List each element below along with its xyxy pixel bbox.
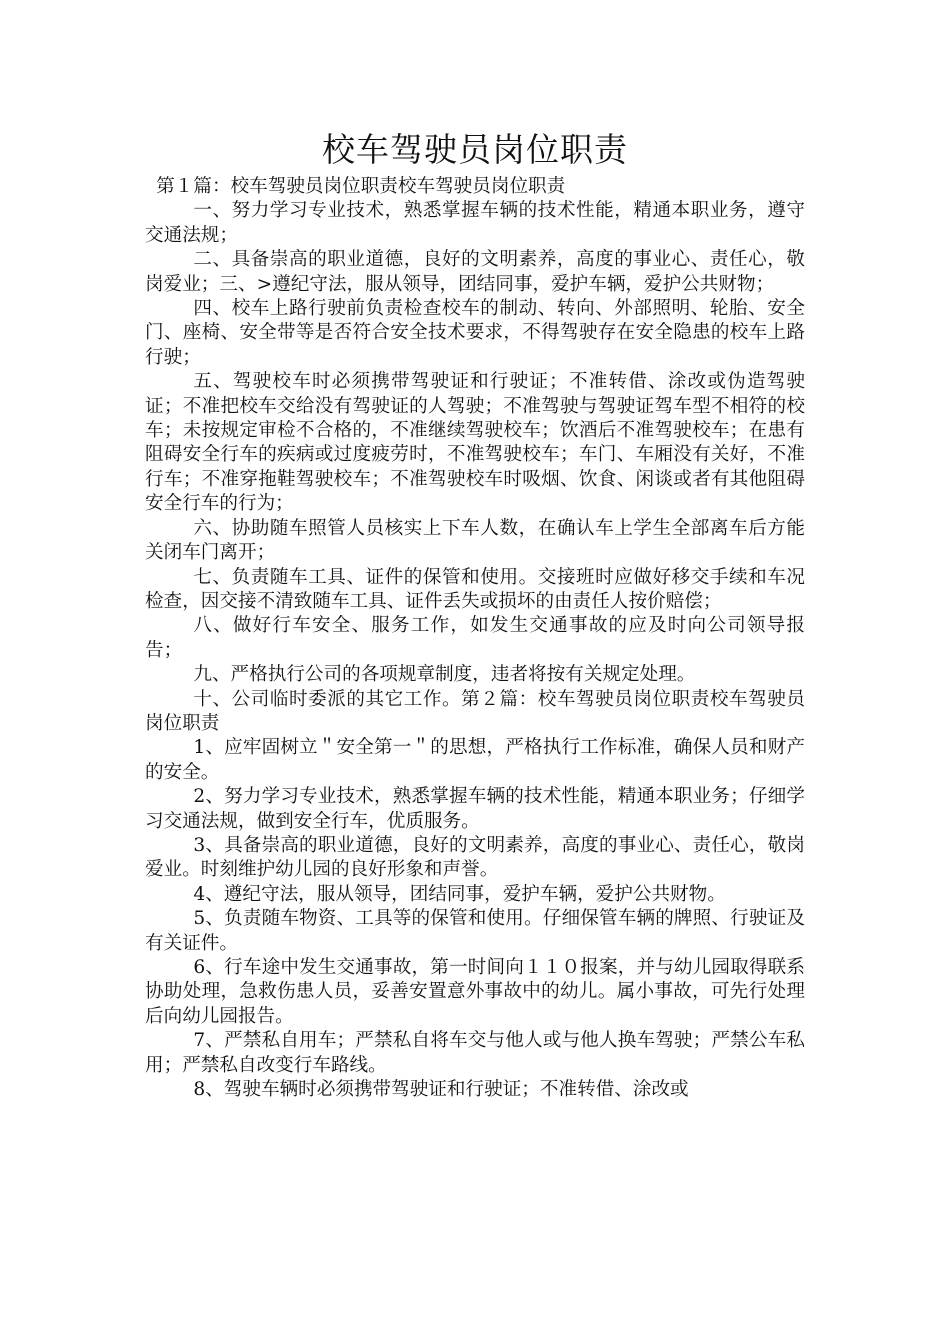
paragraph: 8、驾驶车辆时必须携带驾驶证和行驶证；不准转借、涂改或 xyxy=(193,1079,689,1101)
paragraph: 7、严禁私自用车；严禁私自将车交与他人或与他人换车驾驶；严禁公车私用；严禁私自改变行车路线。 xyxy=(145,1030,805,1076)
paragraph: 一、努力学习专业技术，熟悉掌握车辆的技术性能，精通本职业务，遵守交通法规； xyxy=(145,200,805,246)
document-title: 校车驾驶员岗位职责 xyxy=(322,130,628,169)
paragraph: 1、应牢固树立＂安全第一＂的思想，严格执行工作标准，确保人员和财产的安全。 xyxy=(145,737,805,783)
paragraph: 八、做好行车安全、服务工作，如发生交通事故的应及时向公司领导报告； xyxy=(145,615,805,661)
paragraph: 6、行车途中发生交通事故，第一时间向１１０报案，并与幼儿园取得联系协助处理，急救伤患人员，妥善安置意外事故中的幼儿。属小事故，可先行处理后向幼儿园报告。 xyxy=(145,957,805,1027)
paragraph: 十、公司临时委派的其它工作。第２篇：校车驾驶员岗位职责校车驾驶员岗位职责 xyxy=(145,688,805,734)
paragraph: 2、努力学习专业技术，熟悉掌握车辆的技术性能，精通本职业务；仔细学习交通法规，做到安全行车，优质服务。 xyxy=(145,786,805,832)
paragraph: 九、严格执行公司的各项规章制度，违者将按有关规定处理。 xyxy=(193,664,696,686)
section-heading: 第１篇：校车驾驶员岗位职责校车驾驶员岗位职责 xyxy=(156,176,566,197)
document-body xyxy=(145,175,805,1102)
paragraph: 5、负责随车物资、工具等的保管和使用。仔细保管车辆的牌照、行驶证及有关证件。 xyxy=(145,908,805,954)
paragraph: 四、校车上路行驶前负责检查校车的制动、转向、外部照明、轮胎、安全门、座椅、安全带等是否符合安全技术要求，不得驾驶存在安全隐患的校车上路行驶； xyxy=(145,298,805,368)
paragraph: 七、负责随车工具、证件的保管和使用。交接班时应做好移交手续和车况检查，因交接不清致随车工具、证件丢失或损坏的由责任人按价赔偿； xyxy=(145,566,805,612)
paragraph: 六、协助随车照管人员核实上下车人数，在确认车上学生全部离车后方能关闭车门离开； xyxy=(145,517,805,564)
paragraph: 二、具备崇高的职业道德，良好的文明素养，高度的事业心、责任心，敬岗爱业；三、>遵纪守法，服从领导，团结同事，爱护车辆，爱护公共财物； xyxy=(145,249,805,295)
paragraph: 五、驾驶校车时必须携带驾驶证和行驶证；不准转借、涂改或伪造驾驶证；不准把校车交给没有驾驶证的人驾驶；不准驾驶与驾驶证驾车型不相符的校车；未按规定审检不合格的，不准继续驾驶校车；饮酒后不准驾驶校车；在患有阻碍安全行车的疾病或过度疲劳时，不准驾驶校车；车门、车厢没有关好，不准行车；不准穿拖鞋驾驶校车；不准驾驶校车时吸烟、饮食、闲谈或者有其他阻碍安全行车的行为； xyxy=(145,371,805,515)
paragraph: 4、遵纪守法，服从领导，团结同事，爱护车辆，爱护公共财物。 xyxy=(193,883,726,905)
paragraph: 3、具备崇高的职业道德，良好的文明素养，高度的事业心、责任心，敬岗爱业。时刻维护幼儿园的良好形象和声誉。 xyxy=(145,834,805,881)
